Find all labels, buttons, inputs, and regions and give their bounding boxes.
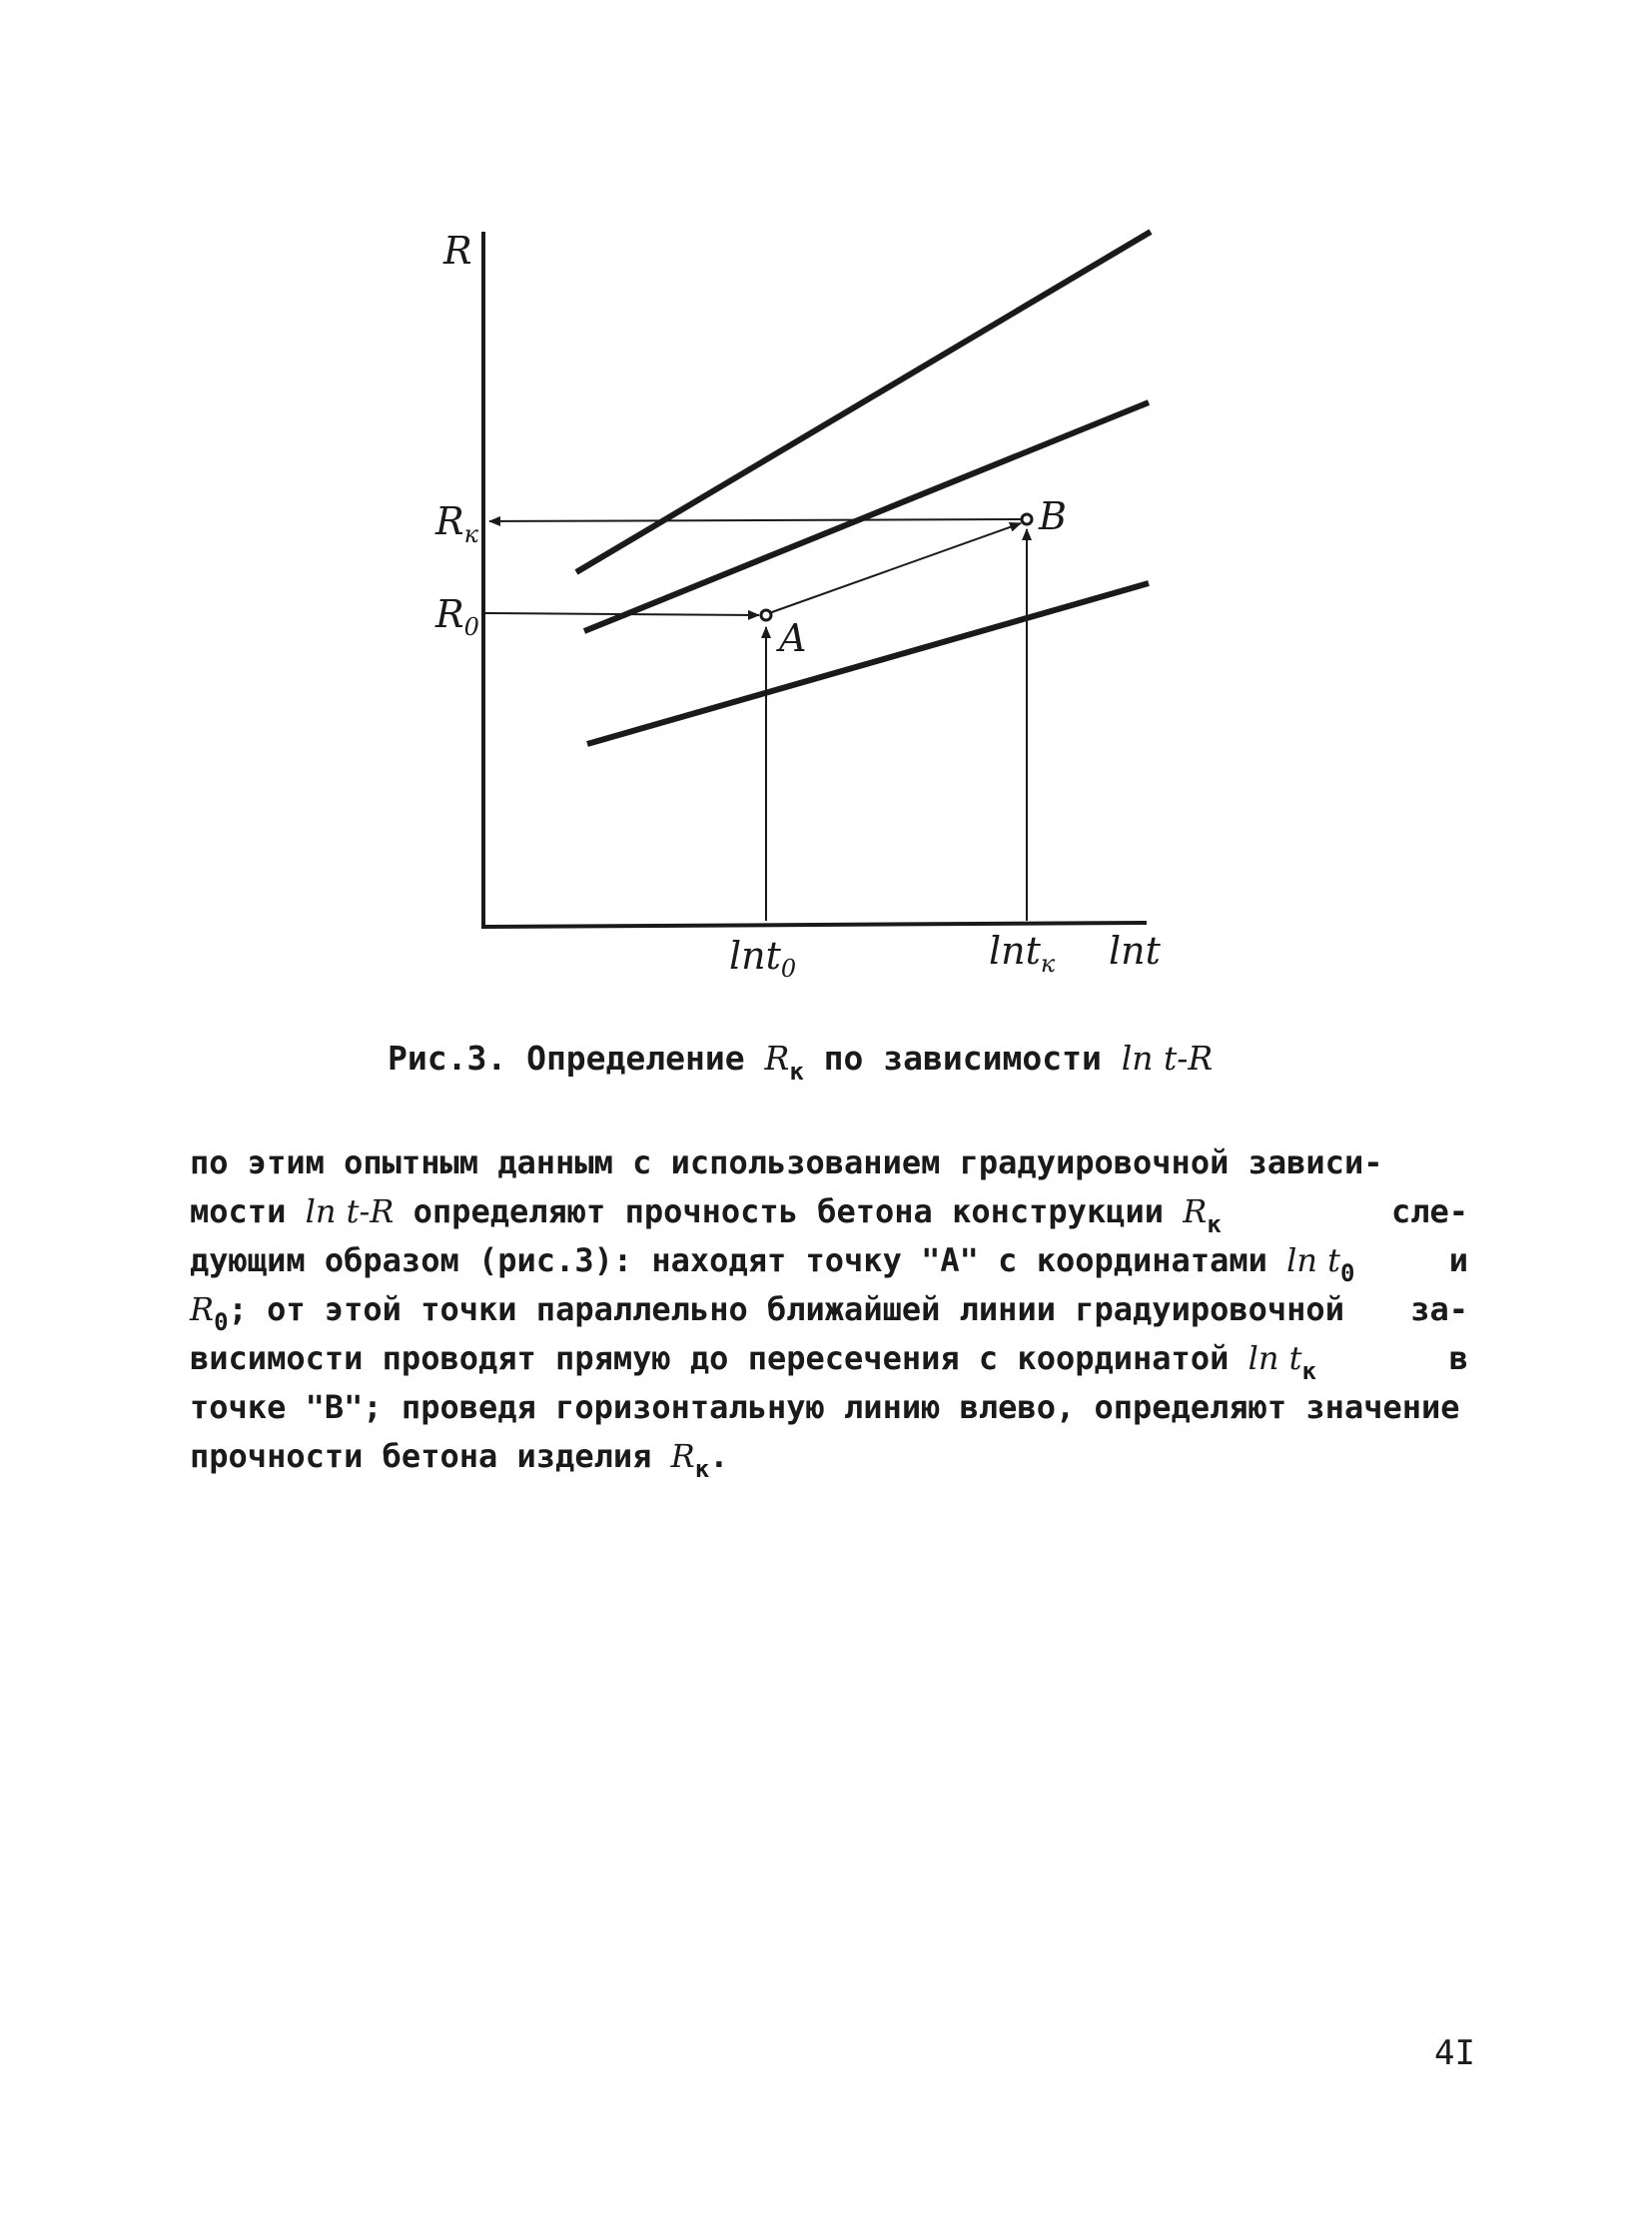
point-a-label: A [779, 616, 807, 660]
caption-r-sub: к [789, 1058, 804, 1086]
paragraph-line-4 [190, 1285, 1468, 1334]
caption-formula: ln t-R [1121, 1039, 1214, 1078]
line-2-main: мости ln t-R определяют прочность бетона конструкции $R_к$ [190, 1192, 1222, 1238]
y-axis-label: R [443, 229, 472, 273]
point-a-marker [761, 610, 771, 620]
line-3-end: и [1448, 1241, 1468, 1279]
figure-caption [388, 1039, 1386, 1086]
paragraph-line-6 [190, 1383, 1468, 1432]
paragraph-line-1 [190, 1138, 1468, 1187]
line-2-formula: ln t-R [305, 1192, 395, 1230]
x-axis [483, 923, 1147, 927]
line-4-end: за- [1410, 1290, 1468, 1328]
page-number: 4I [1434, 2033, 1475, 2073]
line-4-main: $R_0$; от этой точки параллельно ближайшей линии градуировочной [190, 1290, 1344, 1336]
paragraph-line-5 [190, 1334, 1468, 1383]
point-b-marker [1022, 514, 1032, 524]
line-3-main: дующим образом (рис.3): находят точку "А" с координатами $\ln t_0$ [190, 1241, 1355, 1287]
line-5-main: висимости проводят прямую до пересечения с координатой $\ln t_к$ [190, 1339, 1316, 1385]
r0-label: $R_0$ [435, 592, 479, 641]
caption-r: R [764, 1039, 790, 1078]
line-5-end: в [1448, 1339, 1468, 1377]
rk-label: $R_к$ [435, 499, 478, 548]
paragraph-line-3 [190, 1236, 1468, 1285]
t0-label: lnt$_0$ [729, 934, 797, 983]
line-4-r: R [190, 1290, 215, 1328]
line-2-r: R [1183, 1192, 1208, 1230]
figure-ln-t-r [0, 0, 1652, 999]
line-7-text: прочности бетона изделия $R_к$. [190, 1437, 729, 1483]
line-3-formula: ln t [1286, 1241, 1341, 1279]
line-6-text: точке "В"; проведя горизонтальную линию влево, определяют значение [190, 1388, 1460, 1426]
tk-label: lnt$_к$ [989, 929, 1056, 978]
line-2-end: сле- [1390, 1192, 1468, 1230]
line-7-r: R [670, 1437, 695, 1475]
paragraph-line-7 [190, 1432, 1468, 1481]
point-b-label: B [1039, 494, 1067, 538]
line-1-text: по этим опытным данным с использованием градуировочной зависи- [190, 1143, 1383, 1181]
caption-prefix: Рис.3. Определение [388, 1039, 765, 1078]
line-a-b [769, 523, 1021, 613]
line-5-formula: ln t [1247, 1339, 1302, 1377]
horizontal-r0 [485, 613, 759, 615]
x-axis-label: lnt [1109, 929, 1161, 973]
paragraph-line-2 [190, 1187, 1468, 1236]
body-paragraph [190, 1138, 1468, 1481]
horizontal-rk [489, 519, 1021, 521]
caption-middle: по зависимости [803, 1039, 1122, 1078]
calibration-line-3 [587, 583, 1149, 744]
